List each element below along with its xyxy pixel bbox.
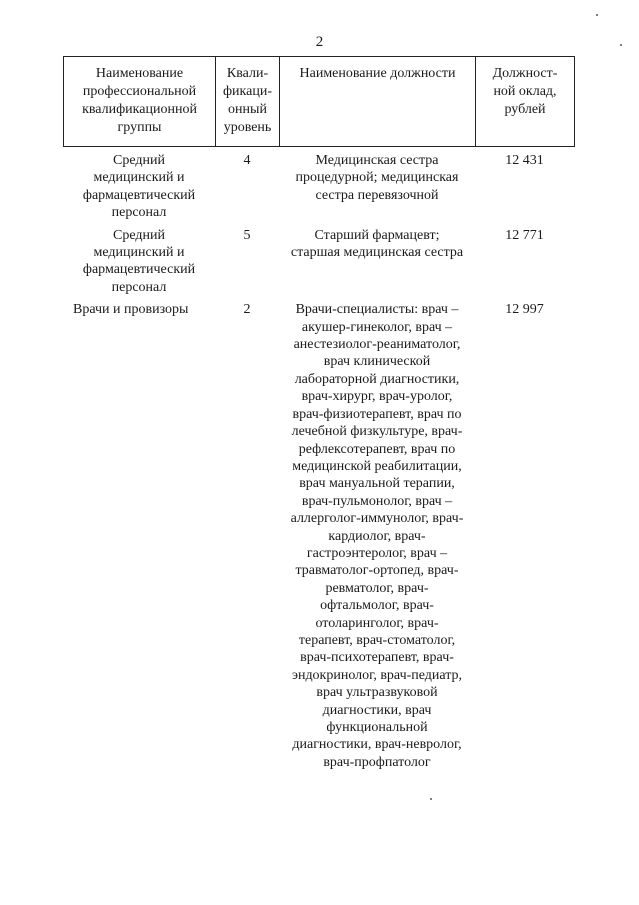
scan-speck: [430, 798, 432, 800]
table-header: [63, 56, 575, 147]
table-body: [63, 150, 574, 776]
row-group-name: Средний медицинский и фармацевтический персонал: [82, 153, 196, 221]
page-number: 2: [315, 34, 324, 50]
header-group-name: Наименование профессиональной квалификационной группы: [64, 57, 216, 147]
row-positions: Старший фармацевт; старшая медицинская сестра: [290, 227, 464, 261]
table-row: [63, 150, 574, 227]
table-row: [63, 227, 574, 302]
row-salary: 12 431: [505, 153, 544, 168]
scan-speck: [596, 14, 598, 16]
row-group-name: Врачи и провизоры: [73, 302, 189, 318]
row-salary: 12 997: [505, 302, 544, 318]
row-group-name: Средний медицинский и фармацевтический персонал: [82, 227, 196, 295]
row-qualification-level: 2: [243, 302, 251, 318]
table-header-row: [64, 57, 575, 147]
row-qualification-level: 5: [243, 227, 251, 243]
header-salary: Должност- ной оклад, рублей: [476, 57, 575, 147]
row-salary: 12 771: [505, 227, 544, 243]
row-positions: Медицинская сестра процедурной; медицинская сестра перевязочной: [295, 153, 459, 203]
row-qualification-level: 4: [243, 153, 251, 168]
row-positions: Врачи-специалисты: врач – акушер-гинеколог, врач – анестезиолог-реаниматолог, врач клинической лабораторной диагностики, врач-хирург, врач-уролог, врач-физиотерапевт, врач по лечебной физкультуре, врач- рефлексотерапевт, врач по медицинской реабилитации, врач мануальной терапии, врач-пульмонолог, врач – аллерголог-иммунолог, врач- кардиолог, врач- гастроэнтеролог, врач – травматолог-ортопед, врач- ревматолог, врач- офтальмолог, врач- отоларинголог, врач- терапевт, врач-стоматолог, врач-психотерапевт, врач- эндокринолог, врач-педиатр, врач ультразвуковой диагностики, врач функциональной диагностики, врач-невролог, врач-профпатолог: [290, 302, 464, 770]
header-position-name: Наименование должности: [280, 57, 476, 147]
table-row: [63, 301, 574, 776]
header-qualification-level: Квали- фикаци- онный уровень: [216, 57, 280, 147]
scan-speck: [620, 44, 622, 46]
